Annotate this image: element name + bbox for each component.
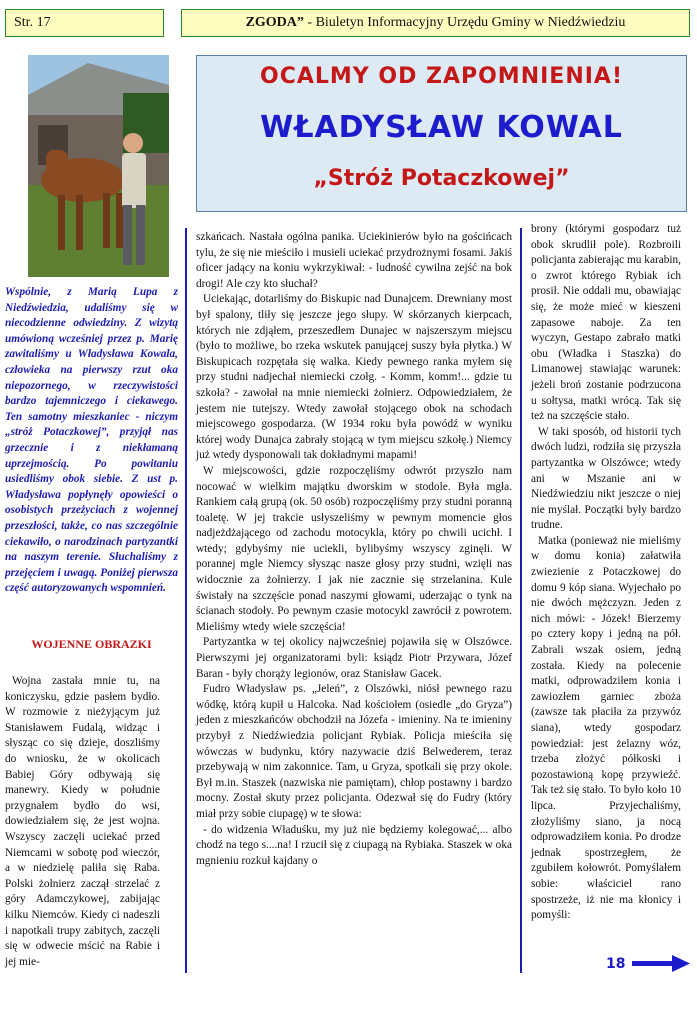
page-number: 18 (606, 956, 626, 972)
intro-text: Wspólnie, z Marią Lupa z Niedźwiedzia, udaliśmy się w niecodzienne odwiedziny. Z wizytą umówioną wcześniej przez p. Marię zawitaliśmy u Władysława Kowala, człowieka na pierwszy rzut oka niepozornego, w rzeczywistości bardzo tajemniczego i ciekawego. Ten samotny mieszkaniec - niczym „stróż Potaczkowej”, przyjął nas grzecznie i z niekłamaną uprzejmością. Po powitaniu usiedliśmy obok siebie. Z ust p. Władysława popłynęły opowieści o osobistych przeżyciach z wojennej przeszłości, także, co nas szczególnie ciekawiło, o narodzinach partyzantki na naszym terenie. Słuchaliśmy z przejęciem i uwagą. Poniżej pierwsza część autoryzowanych wspomnień. (5, 286, 178, 595)
title-name: WŁADYSŁAW KOWAL (260, 110, 623, 145)
page-label: Str. 17 (14, 15, 51, 30)
paragraph: W miejscowości, gdzie rozpoczęliśmy odwrót przyszło nam nocować w wielkim majątku dworskim w stodole. Była mgła. Rankiem całą grupą (ok. 50 osób) rozpoczęliśmy przy studni poranną toaletę. W jej trakcie usłyszeliśmy w pewnym momencie głos nadjeżdżającego od zachodu motocykla, który po chwili ucichł. I wtedy; gdybyśmy nie uciekli, bylibyśmy wszyscy zginęli. W porannej mgle Niemcy słysząc nasze głosy przy studni, wzięli nas widocznie za żołnierzy. I jak nie zacznie się strzelanina. Kule świstały na szczęście ponad naszymi głowami, uderzając o tynk na ścianach stodoły. Po pewnym czasie motocykl zawrócił z powrotem. Mieliśmy wtedy wiele szczęścia! (196, 464, 512, 633)
column-divider (520, 228, 522, 973)
paragraph: brony (którymi gospodarz tuż obok skrudlił pole). Rozbroili policjanta zabierając mu karabin, o zwrot którego Rybiak ich prosił. Nie oddali mu, obawiając się, że może mieć w kieszeni zapasowe naboje. Za ten wyczyn, Gestapo zabrało matki obu (Władka i Staszka) do Limanowej stawiając warunek: jeżeli broń zostanie podrzucona u sołtysa, matki wrócą. Tak się też na szczęście stało. (531, 223, 681, 423)
portrait-photo (28, 55, 169, 277)
next-page-arrow-icon (632, 955, 690, 978)
paragraph: - do widzenia Właduśku, my już nie będziemy kolegować,... albo chodź na tego s....na! I rzucił się z ciupagą na Rybiaka. Staszek w oka mgnieniu rozkuł kajdany o (196, 823, 512, 867)
title-box (196, 55, 687, 212)
paragraph: Matka (ponieważ nie mieliśmy w domu konia) załatwiła zwiezienie z Potaczkowej do domu 9 kóp siana. Wyjechało po nie dwóch mężczyzn. Jeden z nich mówi: - Józek! Bierzemy po cztery kopy i jedną na pół. Zabrali wszak osiem, jedną została. Kiedy na polecenie matki, odprowadziłem konia i zawiozłem garniec zboża (zawsze tak płaciła za przywóz siana), wtedy gospodarz powiedział: jest żelazny wóz, trzeba złożyć półkoski i pozostawioną kopę przywieźć. Tak też się stało. To było koło 10 lipca. Przyjechaliśmy, złożyliśmy siano, ja nocą odprowadziłem konia. Po drodze jednak spostrzegłem, że zgubiłem kołowrót. Pomyślałem sobie: właściciel rano spostrzeże, iż nie ma kłonicy i pomyśli: (531, 534, 681, 922)
article-column-2 (196, 230, 512, 970)
article-column-3 (531, 222, 681, 952)
newsletter-header (181, 9, 690, 37)
page-label-box (5, 9, 164, 37)
newsletter-name: ZGODA” (245, 15, 304, 30)
title-slogan: OCALMY OD ZAPOMNIENIA! (260, 64, 623, 89)
title-nickname: „Stróż Potaczkowej” (313, 166, 570, 191)
article-column-1 (5, 674, 160, 994)
subheading: WOJENNE OBRAZKI (31, 637, 152, 651)
paragraph: szkańcach. Nastała ogólna panika. Uciekinierów było na gościńcach tylu, że się nie mieściło i musieli uciekać przydrożnymi fosami. Jakiś oficer jadący na koniu wykrzykiwał: - ludność cywilna zejść na bok drogi! Ale czy kto słuchał? (196, 231, 512, 290)
paragraph: Wojna zastała mnie tu, na koniczysku, gdzie pasłem bydło. W rozmowie z nieżyjącym już Stanisławem Fudalą, widząc i słysząc co się dzieje, doszliśmy do wniosku, że w okolicach Babiej Góry odbywają się manewry. Kiedy w południe przygnałem bydło do wsi, dowiedziałem się, że jest wojna. Wszyscy zaczęli uciekać przed Niemcami w sobotę pod wieczór, a w niedzielę paliła się Raba. Polski żołnierz zaczął strzelać z góry Adamczykowej, zabijając kilku Niemców. Kiedy ci nadeszli i napotkali trupy zabitych, zaczęli się w odwecie mścić na Rabie i jej mie- (5, 675, 160, 968)
paragraph: W taki sposób, od historii tych dwóch ludzi, rodziła się przyszła partyzantka w Olszówce; wtedy ani w Mszanie ani w Niedźwiedziu nikt jeszcze o niej nie myślał. Początki były bardzo trudne. (531, 425, 681, 532)
newsletter-subtitle: - Biuletyn Informacyjny Urzędu Gminy w Niedźwiedziu (303, 15, 626, 30)
paragraph: Fudro Władysław ps. „Jeleń”, z Olszówki, niósł pewnego razu wódkę, którą kupił u Halcoka. Nad kościołem (osiedle „do Gryza”) jeden z mieszkańców obchodził na Józefa - imieniny. Na te imieniny przybył z Niedźwiedzia policjant Rybiak. Policja mieściła się wówczas w budynku, który nazywacie dziś Belwederem, teraz przebywają w nim zakonnice. Tam, u Gryza, spotkali się przy okole. Był m.in. Staszek (nazwiska nie pamiętam), chłop postawny i bardzo mocny. Został skuty przez policjanta. Odezwał się do Fudry (który miał przy sobie ciupagę) w te słowa: (196, 683, 512, 820)
column-divider (185, 228, 187, 973)
paragraph: Partyzantka w tej okolicy najwcześniej pojawiła się w Olszówce. Pierwszymi jej organizatorami byli: ksiądz Piotr Przywara, Józef Baran - były chorąży legionów, oraz Stanisław Gacek. (196, 636, 512, 680)
paragraph: Uciekając, dotarliśmy do Biskupic nad Dunajcem. Drewniany most był spalony, tliły się jeszcze jego słupy. W skórzanych kierpcach, których nie zdjąłem, przeszedłem Dunajec w najszerszym miejscu (było to możliwe, bo rzeka wskutek panującej suszy była płytka.) W Biskupicach rozpętała się walka. Kiedy pewnego ranka myłem się przy studni nadjechał niemiecki czołg. - Komm, komm!... gdzie tu szkoła? - zawołał na mnie niemiecki żołnierz. Odpowiedziałem, że jestem nie tutejszy. Wtedy zawołał stojącego obok na schodach miejscowego gospodarza. (W 1934 roku była powódź w wyniku której wody Dunajca zabrały stojącą w tym miejscu szkołę.) Niemcy już wtedy dysponowali tak dokładnymi mapami! (196, 293, 512, 462)
